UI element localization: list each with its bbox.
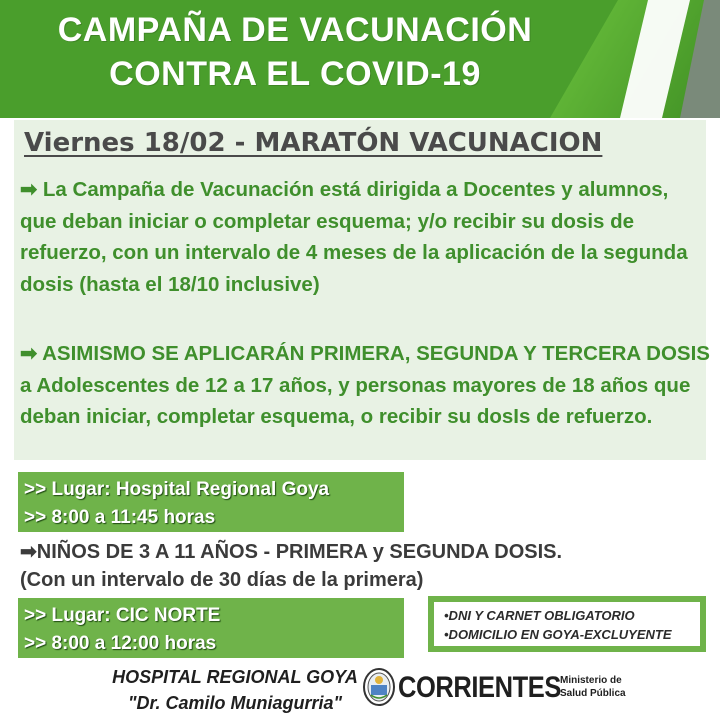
hospital-signature (100, 664, 370, 716)
additional-doses-text: ASIMISMO SE APLICARÁN PRIMERA, SEGUNDA Y TERCERA DOSIS a Adolescentes de 12 a 17 años, y personas mayores de 18 años que deban iniciar, completar esquema, o recibir su dosIs de refuerzo. (20, 342, 710, 428)
location-place: >> Lugar: Hospital Regional Goya (24, 479, 330, 500)
campaign-description (20, 174, 710, 300)
campaign-title (0, 8, 590, 96)
location-hours: >> 8:00 a 12:00 horas (24, 633, 217, 654)
kids-line1 (20, 538, 710, 566)
requirement-item: •DNI Y CARNET OBLIGATORIO (444, 608, 635, 623)
requirements-notice (428, 596, 706, 652)
kids-line2: (Con un intervalo de 30 días de la primera) (20, 569, 424, 591)
location-box-hospital (18, 472, 404, 532)
ministry-name (560, 674, 660, 700)
arrow-right-icon: ➡ (20, 178, 38, 201)
event-date-heading: Viernes 18/02 - MARATÓN VACUNACION (24, 128, 603, 158)
arrow-right-icon: ➡ (20, 541, 37, 563)
ministry-line2: Salud Pública (560, 688, 626, 699)
additional-doses-info (20, 338, 710, 433)
provincial-seal-icon (362, 667, 396, 707)
hospital-name: HOSPITAL REGIONAL GOYA (112, 667, 358, 687)
campaign-title-line2: CONTRA EL COVID-19 (109, 55, 481, 93)
requirement-item: •DOMICILIO EN GOYA-EXCLUYENTE (444, 627, 672, 642)
kids-vaccination-info (20, 538, 710, 594)
province-logo-text: CORRIENTES (398, 671, 561, 704)
campaign-title-line1: CAMPAÑA DE VACUNACIÓN (57, 11, 533, 49)
kids-heading: NIÑOS DE 3 A 11 AÑOS - PRIMERA y SEGUNDA DOSIS. (36, 541, 563, 563)
location-hours: >> 8:00 a 11:45 horas (24, 507, 216, 528)
campaign-description-text: La Campaña de Vacunación está dirigida a Docentes y alumnos, que deban iniciar o completar esquema; y/o recibir su dosis de refuerzo, con un intervalo de 4 meses de la aplicación de la segunda dosis (hasta el 18/10 inclusive) (20, 178, 688, 296)
arrow-right-icon: ➡ (20, 342, 38, 365)
hospital-subtitle: "Dr. Camilo Muniagurria" (127, 693, 343, 713)
header-banner (0, 0, 720, 118)
location-box-cic (18, 598, 404, 658)
ministry-line1: Ministerio de (560, 675, 622, 686)
location-place: >> Lugar: CIC NORTE (24, 605, 221, 626)
